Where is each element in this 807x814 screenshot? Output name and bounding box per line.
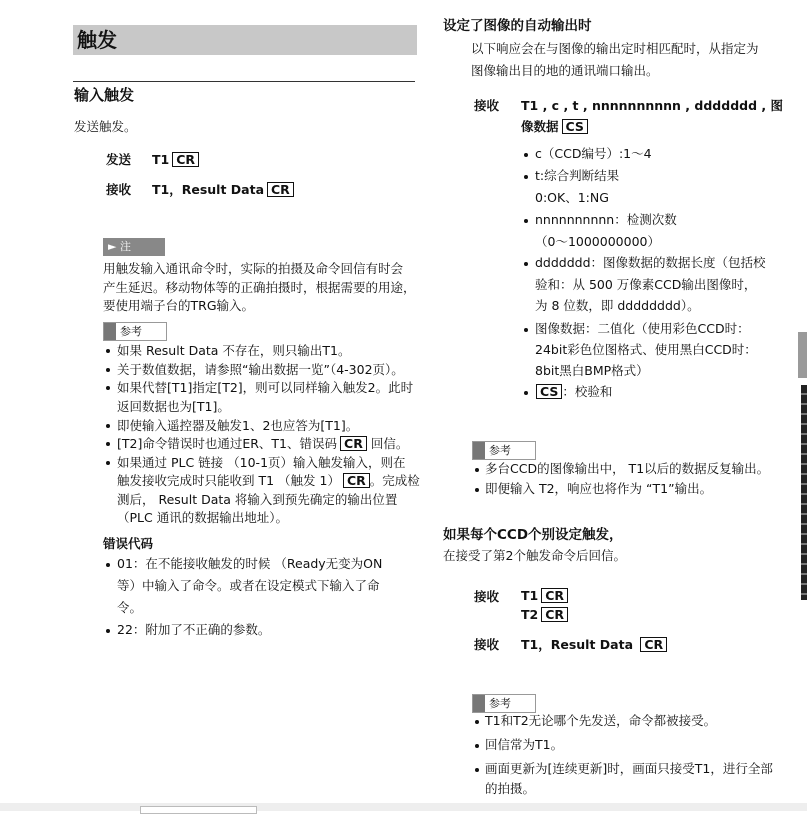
bullet (475, 468, 479, 472)
intro: 发送触发。 (74, 119, 137, 134)
right-intro: 图像输出目的地的通讯端口输出。 (471, 63, 659, 78)
bullet (106, 386, 110, 390)
text: [T2]命令错误时也通过ER、T1、错误码 (117, 436, 338, 451)
cr-box: CR (340, 436, 367, 451)
cr-box: CR (541, 588, 568, 603)
cmd: T1，Result Data (152, 182, 264, 197)
cr-box: CR (172, 152, 199, 167)
section-title-bar: 触发 (73, 25, 417, 55)
bullet (524, 175, 528, 179)
note-line: 产生延迟。移动物体等的正确拍摄时，根据需要的用途， (103, 280, 416, 295)
bullet (524, 262, 528, 266)
bullet (524, 219, 528, 223)
text: 像数据 (521, 119, 559, 134)
bottom-box (140, 806, 257, 814)
item-line: 24bit彩色位图格式、使用黑白CCD时： (535, 342, 757, 357)
bullet (475, 744, 479, 748)
bullet (475, 768, 479, 772)
item-line: （0～1000000000） (535, 234, 660, 249)
ref-line: 关于数值数据，请参照“输出数据一览”（4-302页）。 (117, 362, 404, 377)
recv-command (521, 637, 667, 653)
recv-command (521, 119, 588, 135)
ref-label: 参考 (120, 325, 142, 338)
cs-box: CS (536, 384, 562, 399)
heading2-sub: 在接受了第2个触发命令后回信。 (443, 548, 626, 563)
error-title: 错误代码 (103, 536, 154, 551)
recv-command: T1 , c , t , nnnnnnnnnn , ddddddd , 图 (521, 98, 783, 113)
bullet (475, 720, 479, 724)
recv-command (152, 182, 294, 198)
error-line: 22：附加了不正确的参数。 (117, 622, 271, 637)
text: ：校验和 (562, 384, 613, 399)
side-tab (798, 332, 807, 378)
ref-line: 多台CCD的图像输出中， T1以后的数据反复输出。 (485, 461, 770, 476)
ref-line: 如果 Result Data 不存在，则只输出T1。 (117, 343, 351, 358)
ref-line: 即便输入 T2，响应也将作为 “T1”输出。 (485, 481, 713, 496)
bullet (524, 153, 528, 157)
ref-line (117, 473, 420, 489)
bullet (524, 328, 528, 332)
item-line: c（CCD编号）:1～4 (535, 146, 652, 161)
ref-tag (103, 322, 167, 341)
item-line: 图像数据：二值化（使用彩色CCD时： (535, 321, 750, 336)
text: T1 (521, 588, 539, 603)
text: T1，Result Data (521, 637, 633, 652)
bullet (106, 368, 110, 372)
divider (73, 81, 415, 82)
ref-tag (472, 441, 536, 460)
ref-line (117, 436, 408, 452)
item-line: 为 8 位数，即 dddddddd）。 (535, 298, 700, 313)
item-line: t:综合判断结果 (535, 168, 620, 183)
ref-line: 画面更新为[连续更新]时，画面只接受T1，进行全部 (485, 761, 773, 776)
bullet (106, 563, 110, 567)
subtitle: 输入触发 (74, 86, 135, 104)
cs-box: CS (562, 119, 588, 134)
ref-tag (472, 694, 536, 713)
bullet (524, 391, 528, 395)
ref-line: 的拍摄。 (485, 781, 536, 796)
note-line: 要使用端子台的TRG输入。 (103, 298, 255, 313)
ref-label: 参考 (489, 697, 511, 710)
text: 触发接收完成时只能收到 T1 （触发 1） (117, 473, 340, 488)
recv-label: 接收 (106, 182, 132, 197)
bottom-bar (0, 803, 807, 811)
ref-line: 返回数据也为[T1]。 (117, 399, 230, 414)
item-line: ddddddd：图像数据的数据长度（包括校 (535, 255, 766, 270)
send-label: 发送 (106, 152, 132, 167)
note-label: ► 注 (103, 238, 165, 256)
item-line (536, 384, 612, 400)
item-line: 0:OK、1:NG (535, 190, 609, 205)
item-line: 8bit黑白BMP格式） (535, 363, 649, 378)
heading2: 如果每个CCD个别设定触发， (443, 527, 623, 543)
bullet (106, 629, 110, 633)
recv-t1 (521, 588, 568, 604)
right-title: 设定了图像的自动输出时 (443, 18, 592, 34)
ref-line: 回信常为T1。 (485, 737, 564, 752)
error-line: 01：在不能接收触发的时候 （Ready无变为ON (117, 556, 383, 571)
bullet (106, 349, 110, 353)
text: T2 (521, 607, 539, 622)
side-tab-text (801, 385, 807, 600)
recv-label: 接收 (474, 589, 500, 604)
cr-box: CR (343, 473, 370, 488)
bullet (475, 488, 479, 492)
note-line: 用触发输入通讯命令时，实际的拍摄及命令回信有时会 (103, 261, 404, 276)
recv-t2 (521, 607, 568, 623)
text: 。完成检 (369, 473, 420, 488)
ref-line: （PLC 通讯的数据输出地址）。 (117, 510, 288, 525)
bullet (106, 442, 110, 446)
cr-box: CR (640, 637, 667, 652)
ref-label: 参考 (489, 444, 511, 457)
ref-line: 如果通过 PLC 链接 （10-1页）输入触发输入，则在 (117, 455, 406, 470)
item-line: nnnnnnnnnn：检测次数 (535, 212, 677, 227)
cmd: T1 (152, 152, 170, 167)
ref-line: 如果代替[T1]指定[T2]，则可以同样输入触发2。此时 (117, 380, 414, 395)
cr-box: CR (267, 182, 294, 197)
text: 回信。 (370, 436, 409, 451)
item-line: 验和：从 500 万像素CCD输出图像时， (535, 277, 757, 292)
error-line: 等）中输入了命令。或者在设定模式下输入了命 (117, 578, 380, 593)
recv-label: 接收 (474, 98, 500, 113)
right-intro: 以下响应会在与图像的输出定时相匹配时，从指定为 (471, 41, 759, 56)
send-command (152, 152, 199, 168)
recv-label: 接收 (474, 637, 500, 652)
bullet (106, 461, 110, 465)
bullet (106, 424, 110, 428)
ref-line: 即使输入遥控器及触发1、2也应答为[T1]。 (117, 418, 359, 433)
error-line: 令。 (117, 600, 143, 615)
cr-box: CR (541, 607, 568, 622)
ref-line: 测后， Result Data 将输入到预先确定的输出位置 (117, 492, 398, 507)
ref-line: T1和T2无论哪个先发送，命令都被接受。 (485, 713, 717, 728)
